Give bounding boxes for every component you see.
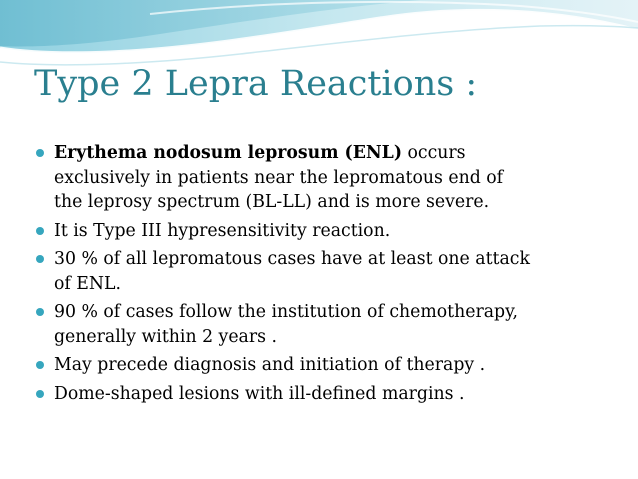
bullet-icon: [36, 308, 44, 316]
bullet-item: [36, 353, 626, 378]
bullet-item: [36, 219, 626, 244]
slide-title: Type 2 Lepra Reactions :: [34, 64, 478, 104]
bullet-line: of ENL.: [54, 273, 121, 294]
bullet-item: [36, 141, 626, 215]
bullet-line: exclusively in patients near the lepromatous end of: [54, 167, 504, 188]
bullet-line: 90 % of cases follow the institution of chemotherapy,: [54, 302, 519, 322]
bullet-item: [36, 382, 626, 407]
bullet-text: occurs: [402, 143, 466, 163]
bullet-line: the leprosy spectrum (BL-LL) and is more severe.: [54, 192, 490, 212]
bullet-list: [36, 141, 626, 410]
bullet-line: [54, 141, 626, 166]
bullet-icon: [36, 149, 44, 157]
bullet-icon: [36, 390, 44, 398]
bullet-icon: [36, 255, 44, 263]
bullet-item: [36, 247, 626, 296]
bullet-line: It is Type III hypresensitivity reaction.: [54, 220, 391, 241]
bullet-line: generally within 2 years .: [54, 326, 277, 347]
bullet-bold-term: Erythema nodosum leprosum (ENL): [54, 143, 402, 163]
bullet-line: May precede diagnosis and initiation of therapy .: [54, 355, 486, 375]
bullet-item: [36, 300, 626, 349]
bullet-line: 30 % of all lepromatous cases have at least one attack: [54, 249, 530, 269]
bullet-icon: [36, 361, 44, 369]
bullet-line: Dome-shaped lesions with ill-defined margins .: [54, 383, 465, 404]
bullet-icon: [36, 227, 44, 235]
